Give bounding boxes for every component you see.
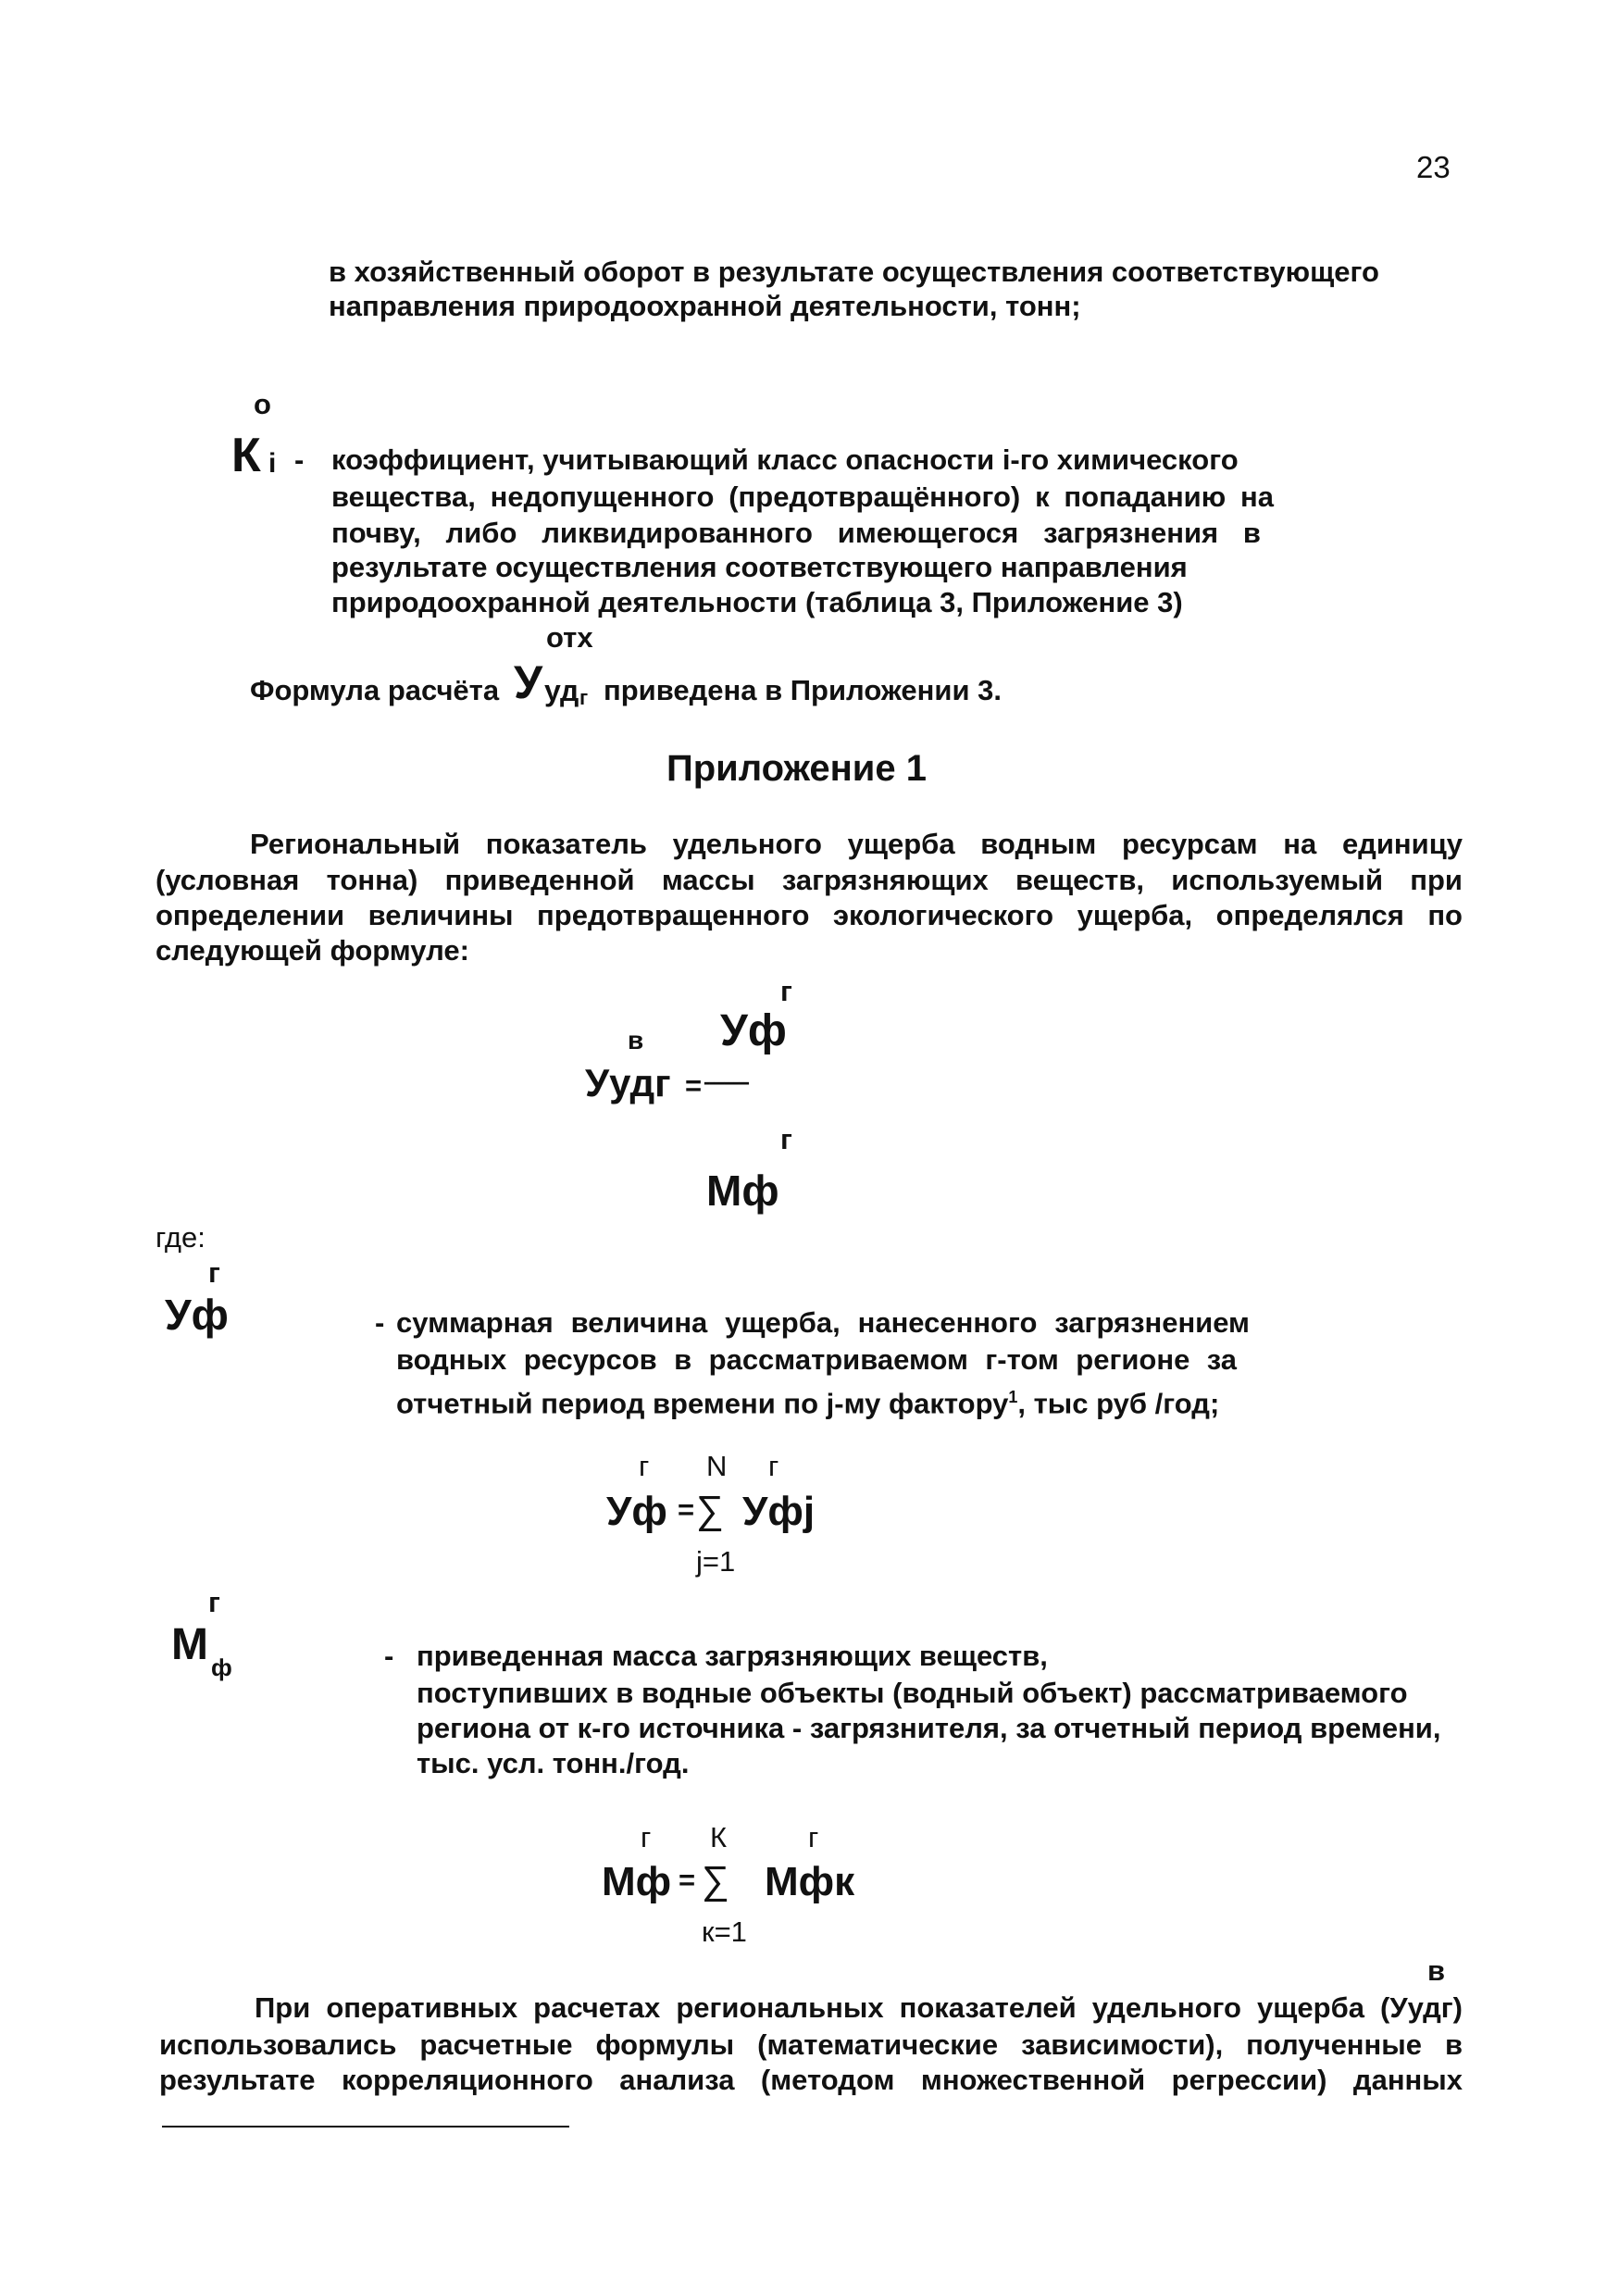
page-number: 23 [1416,150,1451,184]
para2-line-1: При оперативных расчетах региональных показателей удельного ущерба (Уудг) [255,1991,1463,2024]
ki-line-4: результате осуществления соответствующего направления [331,551,1188,583]
intro-line-2: направления природоохранной деятельности, тонн; [329,290,1081,322]
def2-dash: - [384,1640,394,1672]
para1-line-2: (условная тонна) приведенной массы загрязняющих веществ, используемый при [156,864,1463,896]
formula2-equals: = [678,1493,695,1526]
para2-line-2: использовались расчетные формулы (математические зависимости), полученные в [159,2028,1463,2061]
def2-line-1: приведенная масса загрязняющих веществ, [417,1640,1048,1672]
formula2-upper-limit: N [706,1450,728,1482]
def1-footnote-mark: 1 [1008,1388,1018,1406]
ki-line-2: вещества, недопущенного (предотвращённого) к попаданию на [331,480,1274,513]
formula-ref-symbol: У [514,656,543,708]
formula1-denominator: Мф [706,1167,779,1215]
ki-superscript: о [254,388,271,420]
formula-ref-after: приведена в Приложении 3. [604,674,1002,706]
def1-symbol: Уф [165,1291,229,1339]
appendix-heading: Приложение 1 [666,748,927,789]
intro-line-1: в хозяйственный оборот в результате осуществления соответствующего [329,256,1379,288]
def2-sup: г [208,1586,220,1618]
formula3-lhs: Мф [602,1859,672,1904]
def1-line-1: суммарная величина ущерба, нанесенного загрязнением [396,1306,1250,1339]
para1-line-1: Региональный показатель удельного ущерба водным ресурсам на единицу [250,828,1463,860]
formula2-lower-limit: j=1 [696,1545,736,1578]
para1-line-4: следующей формуле: [156,934,469,967]
def2-sub: ф [211,1653,232,1681]
formula2-rhs: Уфj [742,1489,816,1534]
formula3-upper-limit: К [710,1821,728,1853]
def1-sup: г [208,1256,220,1289]
formula2-sup-left: г [639,1450,650,1482]
formula1-equals: = [685,1069,703,1102]
ki-line-1: коэффициент, учитывающий класс опасности i-го химического [331,443,1239,476]
formula3-sup-right: г [808,1821,819,1853]
def1-line-3: отчетный период времени по j-му фактору [396,1387,1009,1420]
formula2-sup-right: г [768,1450,779,1482]
para1-line-3: определении величины предотвращенного экологического ущерба, определялся по [156,899,1463,931]
def1-line-2: водных ресурсов в рассматриваемом г-том регионе за [396,1343,1237,1376]
formula2-lhs: Уф [606,1489,667,1534]
ki-line-3: почву, либо ликвидированного имеющегося загрязнения в [331,517,1261,549]
formula1-left-sup: в [628,1026,644,1054]
def2-line-4: тыс. усл. тонн./год. [417,1747,690,1779]
formula1-lhs: Уудг [585,1061,671,1104]
formula2-sigma: ∑ [696,1488,724,1531]
where-label: где: [156,1221,205,1254]
def1-line-3-wrap [396,1379,1219,1421]
def1-tail: , тыс руб /год; [1017,1387,1220,1420]
formula-ref-sub2: г [579,686,589,709]
formula3-lower-limit: к=1 [702,1915,747,1948]
formula3-sigma: ∑ [702,1858,729,1902]
formula3-rhs: Мфк [765,1859,855,1904]
para2-line-3: результате корреляционного анализа (методом множественной регрессии) данных [159,2064,1463,2096]
def2-line-3: региона от к-го источника - загрязнителя, за отчетный период времени, [417,1712,1441,1744]
formula1-numerator: Уф [720,1006,787,1055]
para2-sup: в [1427,1954,1446,1987]
ki-dash: - [294,443,305,476]
def2-symbol: М [171,1620,208,1669]
def2-line-2: поступивших в водные объекты (водный объект) рассматриваемого [417,1677,1408,1709]
ki-note: отх [546,621,593,654]
formula-ref-before: Формула расчёта [250,674,500,706]
ki-symbol: К [231,429,261,482]
formula-ref-sub: уд [544,674,579,707]
formula1-bottom-sup: г [780,1123,792,1155]
footnote-separator [162,2126,569,2128]
formula3-sup-left: г [641,1821,652,1853]
ki-subscript: i [268,448,277,479]
def1-dash: - [375,1306,385,1339]
ki-line-5: природоохранной деятельности (таблица 3, Приложение 3) [331,586,1183,618]
formula1-top-sup: г [780,975,792,1007]
formula3-equals: = [679,1864,696,1896]
formula1-fraction-line: --------- [704,1070,748,1093]
